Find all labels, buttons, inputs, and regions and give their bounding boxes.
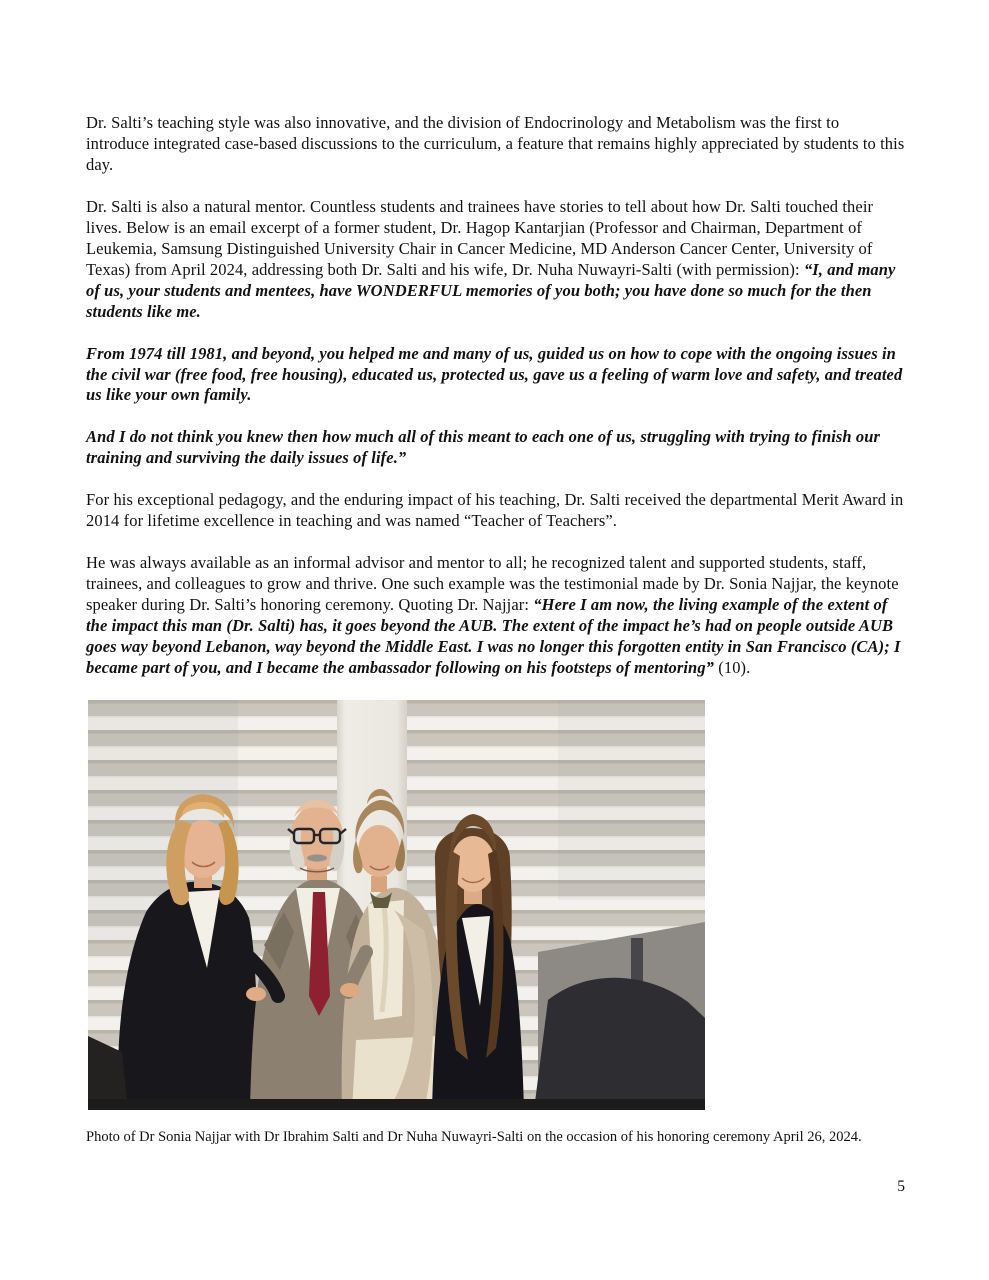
body-text: Dr. Salti is also a natural mentor. Countless students and trainees have stories to tell about how Dr. Salti touched their lives. Below is an email excerpt of a former student, Dr. Hagop Kantarjian (Professor and Chairman, Department of Leukemia, Samsung Distinguished University Chair in Cancer Medicine, MD Anderson Cancer Center, University of Texas) from April 2024, addressing both Dr. Salti and his wife, Dr. Nuha Nuwayri-Salti (with permission): <box>86 196 874 279</box>
paragraph-mentor-email <box>86 197 906 323</box>
chair-background <box>534 922 705 1110</box>
quote-text: From 1974 till 1981, and beyond, you helped me and many of us, guided us on how to cope with the ongoing issues in the civil war (free food, free housing), educated us, protected us, gave us a feeling of warm love and safety, and treated us like your own family. <box>86 343 903 405</box>
document-content <box>86 113 906 1146</box>
citation-text: (10). <box>714 658 751 678</box>
body-text: He was always available as an informal advisor and mentor to all; he recognized talent and supported students, staff, trainees, and colleagues to grow and thrive. One such example was the testimonial made by Dr. Sonia Najjar, the keynote speaker during Dr. Salti’s honoring ceremony. Quoting Dr. Najjar: <box>86 553 899 615</box>
ceremony-photo <box>88 700 705 1110</box>
body-text: For his exceptional pedagogy, and the enduring impact of his teaching, Dr. Salti received the departmental Merit Award in 2014 for lifetime excellence in teaching and was named “Teacher of Teachers”. <box>86 490 904 531</box>
quote-paragraph-meant <box>86 427 906 469</box>
quote-text: And I do not think you knew then how much all of this meant to each one of us, struggling with trying to finish our training and surviving the daily issues of life.” <box>86 427 881 468</box>
paragraph-testimonial <box>86 553 906 679</box>
quote-text: “Here I am now, the living example of the extent of the impact this man (Dr. Salti) has, it goes beyond the AUB. The extent of the impact he’s had on people outside AUB goes way beyond Lebanon, way beyond the Middle East. I was no longer this forgotten entity in San Francisco (CA); I became part of you, and I became the ambassador following on his footsteps of mentoring” <box>86 595 901 678</box>
page-number: 5 <box>897 1178 905 1195</box>
paragraph-teaching-style <box>86 113 906 176</box>
quote-text: “I, and many of us, your students and mentees, have WONDERFUL memories of you both; you have done so much for the then students like me. <box>86 259 896 321</box>
body-text: Dr. Salti’s teaching style was also innovative, and the division of Endocrinology and Metabolism was the first to introduce integrated case-based discussions to the curriculum, a feature that remains highly appreciated by students to this day. <box>86 113 905 174</box>
ceremony-photo-image <box>88 700 705 1110</box>
quote-paragraph-1974 <box>86 344 906 407</box>
paragraph-merit-award <box>86 490 906 532</box>
photo-caption: Photo of Dr Sonia Najjar with Dr Ibrahim Salti and Dr Nuha Nuwayri-Salti on the occasion of his honoring ceremony April 26, 2024. <box>86 1128 862 1145</box>
